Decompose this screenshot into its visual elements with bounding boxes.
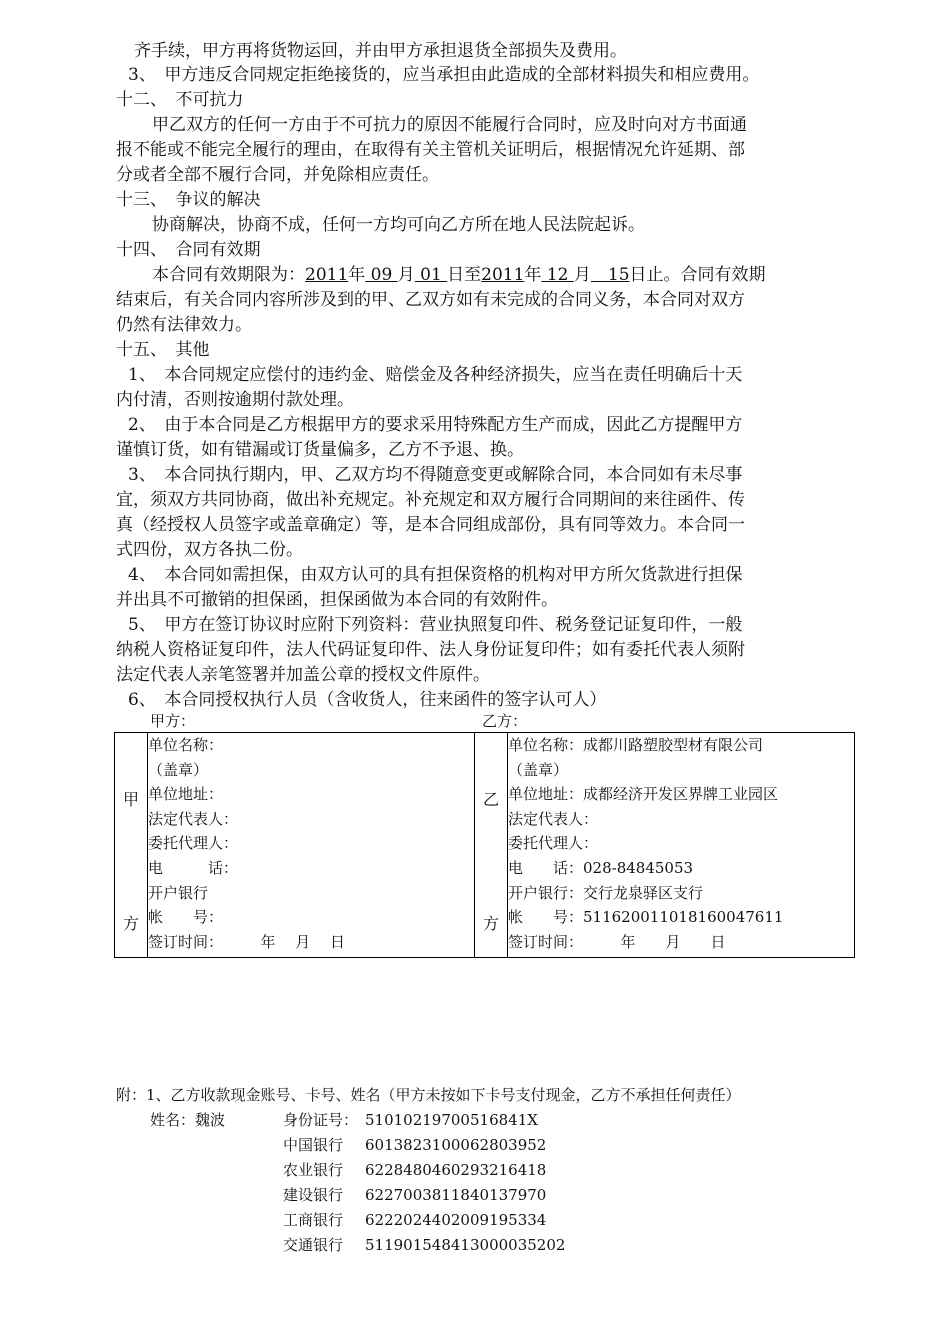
appendix-label: 建设银行 — [283, 1186, 344, 1204]
party-a-agent: 委托代理人： — [148, 834, 239, 853]
appendix-label: 工商银行 — [283, 1211, 344, 1229]
item-2: 2、 由于本合同是乙方根据甲方的要求采用特殊配方生产而成，因此乙方提醒甲方 — [128, 415, 743, 435]
appendix-value: 51010219700516841X — [365, 1111, 538, 1129]
text-line: 法定代表人亲笔签署并加盖公章的授权文件原件。 — [116, 665, 490, 685]
validity-text: 日止。合同有效期 — [629, 265, 766, 285]
appendix-label: 中国银行 — [283, 1136, 344, 1154]
party-b-seal: （盖章） — [508, 760, 569, 779]
party-a-address: 单位地址： — [148, 785, 224, 804]
clause-3: 3、 甲方违反合同规定拒绝接货的，应当承担由此造成的全部材料损失和相应费用。 — [128, 65, 760, 85]
text-line: 纳税人资格证复印件，法人代码证复印件、法人身份证复印件；如有委托代表人须附 — [116, 640, 745, 660]
appendix-value: 6228480460293216418 — [365, 1161, 547, 1179]
appendix-value: 511901548413000035202 — [365, 1236, 566, 1254]
section-heading-15: 十五、 其他 — [116, 340, 210, 360]
text-line: 宜，须双方共同协商，做出补充规定。补充规定和双方履行合同期间的来往函件、传 — [116, 490, 745, 510]
text-line: 式四份，双方各执二份。 — [116, 540, 303, 560]
party-b-sign-date: 签订时间： 年 月 日 — [508, 932, 726, 951]
section-heading-14: 十四、 合同有效期 — [116, 240, 261, 260]
appendix-label: 交通银行 — [283, 1236, 344, 1254]
party-a-bank: 开户银行 — [148, 883, 209, 902]
text-line: 内付清，否则按逾期付款处理。 — [116, 390, 354, 410]
end-day: 15 — [590, 265, 630, 285]
party-b-legal-rep: 法定代表人： — [508, 809, 599, 828]
validity-text: 日至 — [447, 265, 482, 285]
party-a-side-top: 甲 — [122, 790, 139, 809]
start-year: 2011 — [305, 265, 349, 285]
text-line: 谨慎订货，如有错漏或订货量偏多，乙方不予退、换。 — [116, 440, 524, 460]
party-b-phone: 电 话：028-84845053 — [508, 858, 694, 877]
item-1: 1、 本合同规定应偿付的违约金、赔偿金及各种经济损失，应当在责任明确后十天 — [128, 365, 743, 385]
party-b-info — [508, 733, 855, 958]
item-3: 3、 本合同执行期内，甲、乙双方均不得随意变更或解除合同，本合同如有未尽事 — [128, 465, 743, 485]
party-b-bank: 开户银行：交行龙泉驿区支行 — [508, 883, 704, 902]
party-b-company: 单位名称：成都川路塑胶型材有限公司 — [508, 736, 764, 754]
party-a-info — [148, 733, 475, 958]
appendix-label: 身份证号： — [283, 1111, 359, 1129]
item-6: 6、 本合同授权执行人员（含收货人，往来函件的签字认可人） — [128, 690, 607, 710]
end-month: 12 — [541, 265, 574, 285]
validity-prefix: 本合同有效期限为： — [152, 265, 305, 285]
party-a-phone: 电 话： — [148, 858, 239, 877]
party-b-agent: 委托代理人： — [508, 834, 599, 853]
signature-table — [114, 732, 855, 958]
end-year: 2011 — [481, 265, 525, 285]
validity-text: 月 — [397, 265, 415, 285]
item-5: 5、 甲方在签订协议时应附下列资料：营业执照复印件、税务登记证复印件，一般 — [128, 615, 743, 635]
appendix-title: 附：1、乙方收款现金账号、卡号、姓名（甲方未按如下卡号支付现金，乙方不承担任何责任） — [116, 1086, 741, 1104]
appendix-value: 6222024402009195334 — [365, 1211, 547, 1229]
start-month: 09 — [365, 265, 398, 285]
text-line: 报不能或不能完全履行的理由，在取得有关主管机关证明后，根据情况允许延期、部 — [116, 140, 745, 160]
party-b-side-top: 乙 — [482, 790, 499, 809]
validity-text: 年 — [524, 265, 542, 285]
text-line: 真（经授权人员签字或盖章确定）等，是本合同组成部份，具有同等效力。本合同一 — [116, 515, 745, 535]
text-line: 仍然有法律效力。 — [116, 315, 252, 335]
start-day: 01 — [414, 265, 448, 285]
party-a-sign-date: 签订时间： 年 月 日 — [148, 932, 346, 951]
appendix-name: 姓名：魏波 — [150, 1111, 226, 1129]
text-line: 甲乙双方的任何一方由于不可抗力的原因不能履行合同时，应及时向对方书面通 — [152, 115, 747, 135]
text-line: 并出具不可撤销的担保函，担保函做为本合同的有效附件。 — [116, 590, 558, 610]
appendix-value: 6013823100062803952 — [365, 1136, 547, 1154]
party-a-side — [115, 733, 148, 958]
section-heading-13: 十三、 争议的解决 — [116, 190, 261, 210]
section-heading-12: 十二、 不可抗力 — [116, 90, 244, 110]
party-a-side-bottom: 方 — [122, 914, 139, 933]
party-a-label: 甲方： — [150, 712, 196, 730]
validity-period — [152, 265, 766, 285]
validity-text: 月 — [573, 265, 591, 285]
item-4: 4、 本合同如需担保，由双方认可的具有担保资格的机构对甲方所欠货款进行担保 — [128, 565, 743, 585]
party-a-seal: （盖章） — [148, 760, 209, 779]
party-a-legal-rep: 法定代表人： — [148, 809, 239, 828]
text-line: 分或者全部不履行合同，并免除相应责任。 — [116, 165, 439, 185]
validity-text: 年 — [348, 265, 366, 285]
appendix-label: 农业银行 — [283, 1161, 344, 1179]
appendix-value: 6227003811840137970 — [365, 1186, 547, 1204]
party-b-account: 帐 号：511620011018160047611 — [508, 908, 784, 927]
party-b-address: 单位地址：成都经济开发区界牌工业园区 — [508, 785, 779, 804]
party-a-company: 单位名称： — [148, 736, 224, 754]
text-line: 协商解决，协商不成，任何一方均可向乙方所在地人民法院起诉。 — [152, 215, 645, 235]
text-line: 结束后，有关合同内容所涉及到的甲、乙双方如有未完成的合同义务，本合同对双方 — [116, 290, 745, 310]
party-b-side-bottom: 方 — [482, 914, 499, 933]
party-b-label: 乙方： — [482, 712, 528, 730]
party-a-account: 帐 号： — [148, 908, 224, 927]
text-line: 齐手续，甲方再将货物运回，并由甲方承担退货全部损失及费用。 — [134, 41, 627, 61]
party-b-side — [475, 733, 508, 958]
